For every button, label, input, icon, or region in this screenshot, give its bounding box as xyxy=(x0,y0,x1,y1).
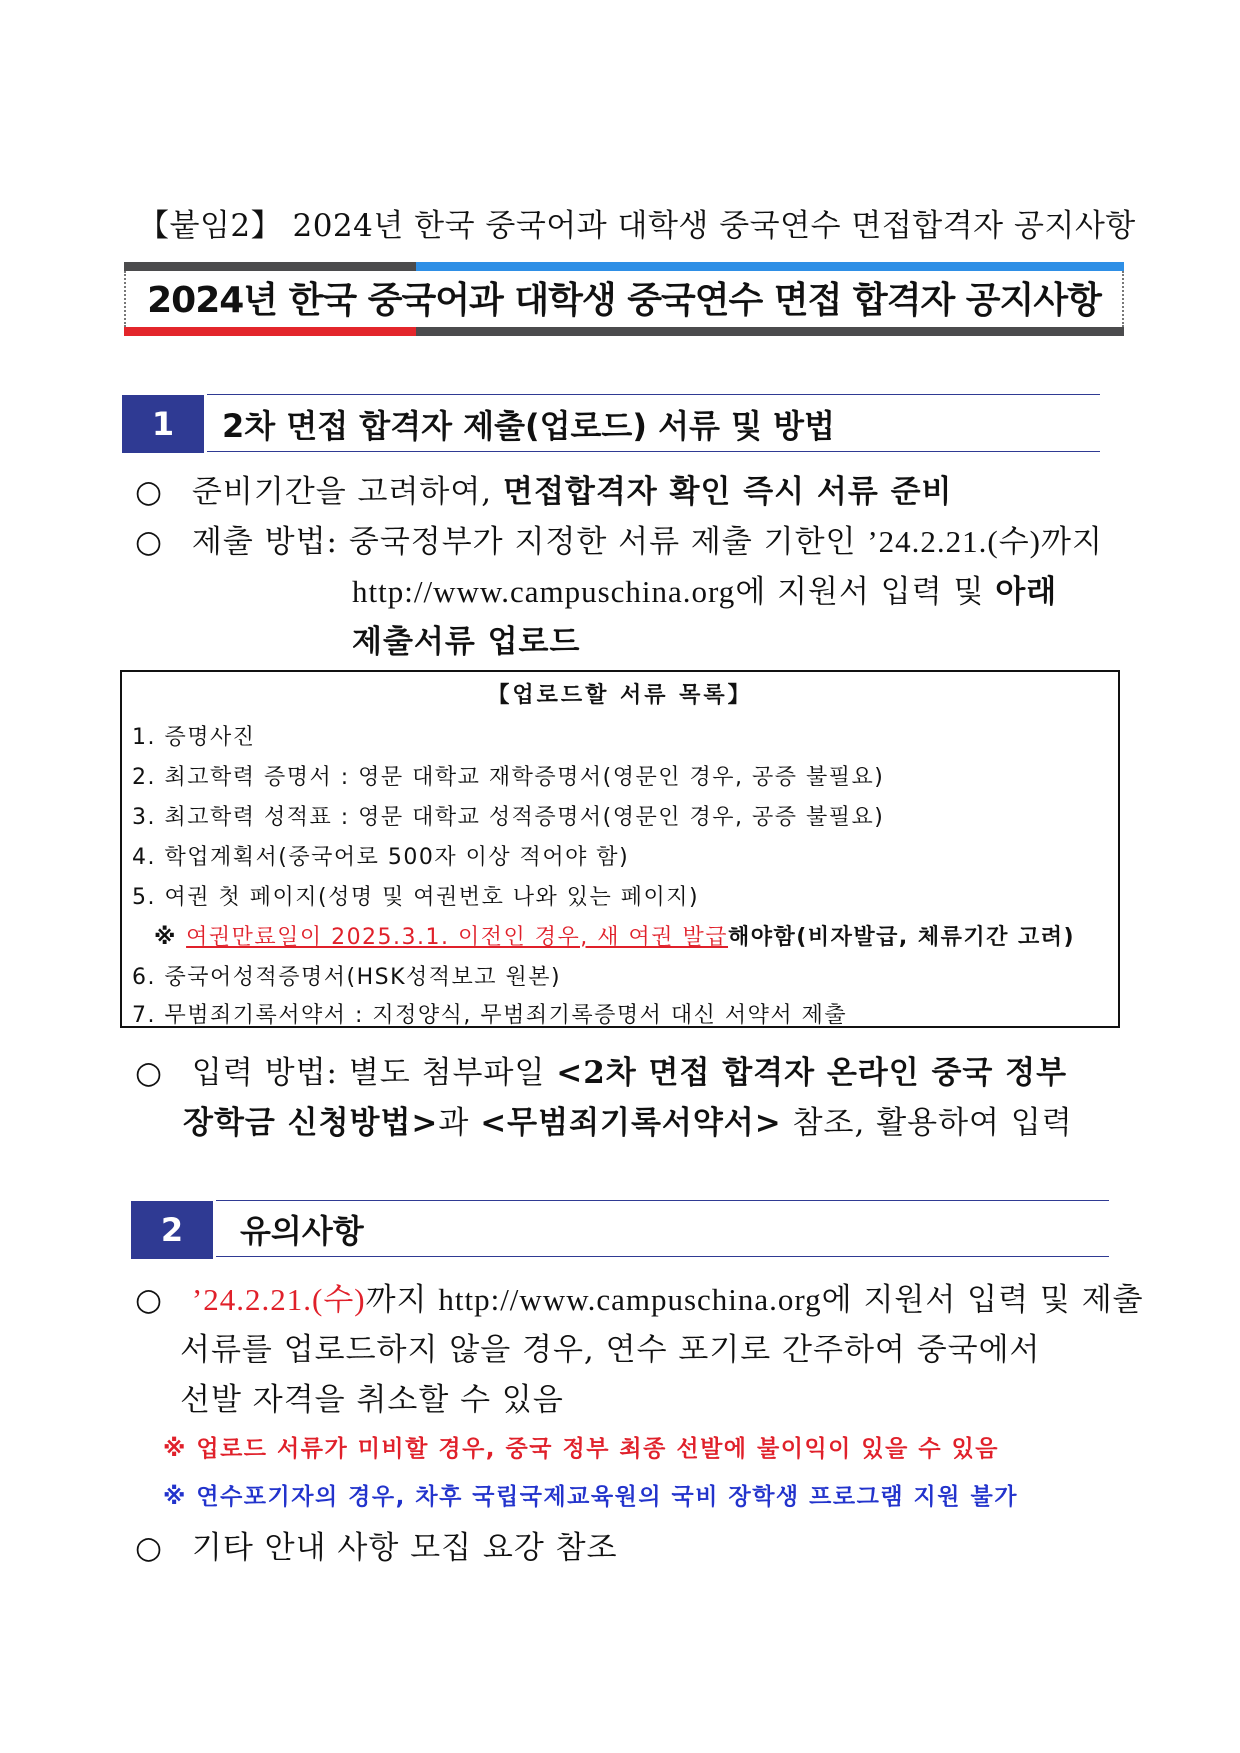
campuschina-url[interactable]: http://www.campuschina.org xyxy=(438,1282,822,1317)
input-line-2 xyxy=(183,1097,1073,1142)
document-item: 2. 최고학력 증명서 : 영문 대학교 재학증명서(영문인 경우, 공증 불필요) xyxy=(132,765,885,790)
input-end: 참조, 활용하여 입력 xyxy=(792,1105,1073,1141)
input-label: 입력 방법: 별도 첨부파일 xyxy=(191,1055,546,1091)
banner-bar-bottom-left xyxy=(124,327,416,336)
section-1-rule-bottom xyxy=(207,451,1100,452)
bullet-method xyxy=(135,516,1103,561)
note-mark: ※ xyxy=(154,925,177,950)
section-1-title: 2차 면접 합격자 제출(업로드) 서류 및 방법 xyxy=(222,407,835,445)
passport-note-rest: 해야함(비자발급, 체류기간 고려) xyxy=(728,925,1076,950)
deadline-red: ’24.2.21.(수) xyxy=(191,1282,366,1317)
document-item: 3. 최고학력 성적표 : 영문 대학교 성적증명서(영문인 경우, 공증 불필요) xyxy=(132,805,885,830)
section-2-rule-bottom xyxy=(216,1256,1109,1257)
deadline-text-b: 에 지원서 입력 및 제출 xyxy=(821,1282,1144,1318)
document-list-box xyxy=(120,670,1120,1028)
document-item: 7. 무범죄기록서약서 : 지정양식, 무범죄기록증명서 대신 서약서 제출 xyxy=(132,1003,848,1028)
bullet-marker: ○ xyxy=(135,1055,164,1091)
input-mid: 과 xyxy=(438,1105,470,1141)
banner-bar-top-left xyxy=(124,262,416,271)
banner-bar-top-right xyxy=(416,262,1124,271)
input-bold-2: 장학금 신청방법> xyxy=(183,1105,439,1141)
upload-warning-note: ※ 업로드 서류가 미비할 경우, 중국 정부 최종 선발에 불이익이 있을 수 있음 xyxy=(163,1436,1000,1462)
document-item: 6. 중국어성적증명서(HSK성적보고 원본) xyxy=(132,965,562,990)
method-bold-1: 아래 xyxy=(995,574,1058,610)
document-item: 1. 증명사진 xyxy=(132,725,256,750)
section-2-rule-top xyxy=(216,1200,1109,1201)
passport-note xyxy=(154,920,1075,951)
deadline-line-2: 서류를 업로드하지 않을 경우, 연수 포기로 간주하여 중국에서 xyxy=(180,1332,1041,1368)
bullet-other xyxy=(135,1522,618,1567)
deadline-suffix: 까지 xyxy=(365,1282,428,1318)
input-bold-3: <무범죄기록서약서> xyxy=(480,1105,782,1141)
attachment-heading: 【붙임2】 2024년 한국 중국어과 대학생 중국연수 면접합격자 공지사항 xyxy=(138,208,1136,244)
bullet-marker: ○ xyxy=(135,474,164,510)
title-banner xyxy=(124,262,1124,336)
withdrawal-note: ※ 연수포기자의 경우, 차후 국립국제교육원의 국비 장학생 프로그램 지원 불가 xyxy=(163,1484,1018,1510)
deadline-text: ’24.2.21.(수)까지 xyxy=(867,524,1103,559)
prep-text: 준비기간을 고려하여, xyxy=(191,474,493,510)
banner-bar-bottom-right xyxy=(416,327,1124,336)
bullet-prep xyxy=(135,466,952,511)
bullet-deadline xyxy=(135,1274,1144,1319)
method-text: 중국정부가 지정한 서류 제출 기한인 xyxy=(348,524,857,560)
campuschina-url[interactable]: http://www.campuschina.org xyxy=(352,574,736,609)
bullet-marker: ○ xyxy=(135,1530,164,1566)
section-1-rule-top xyxy=(207,394,1100,395)
document-item: 5. 여권 첫 페이지(성명 및 여권번호 나와 있는 페이지) xyxy=(132,885,700,910)
section-2-title: 유의사항 xyxy=(240,1212,364,1250)
section-2-number: 2 xyxy=(131,1201,213,1259)
document-list-title: 【업로드할 서류 목록】 xyxy=(487,683,753,708)
other-info-text: 기타 안내 사항 모집 요강 참조 xyxy=(191,1530,618,1566)
prep-bold-text: 면접합격자 확인 즉시 서류 준비 xyxy=(503,474,953,510)
deadline-line-3: 선발 자격을 취소할 수 있음 xyxy=(180,1382,564,1418)
bullet-marker: ○ xyxy=(135,1282,164,1318)
method-bold-2: 제출서류 업로드 xyxy=(352,624,581,660)
method-cont-text: 에 지원서 입력 및 xyxy=(735,574,985,610)
section-1-number: 1 xyxy=(122,395,204,453)
page-title: 2024년 한국 중국어과 대학생 중국연수 면접 합격자 공지사항 xyxy=(147,280,1101,321)
document-item: 4. 학업계획서(중국어로 500자 이상 적어야 함) xyxy=(132,845,630,870)
method-label: 제출 방법: xyxy=(191,524,339,560)
input-bold-1: <2차 면접 합격자 온라인 중국 정부 xyxy=(556,1055,1068,1091)
method-line-2 xyxy=(352,566,1057,611)
bullet-marker: ○ xyxy=(135,524,164,560)
bullet-input xyxy=(135,1047,1067,1092)
passport-note-red: 여권만료일이 2025.3.1. 이전인 경우, 새 여권 발급 xyxy=(186,925,729,950)
